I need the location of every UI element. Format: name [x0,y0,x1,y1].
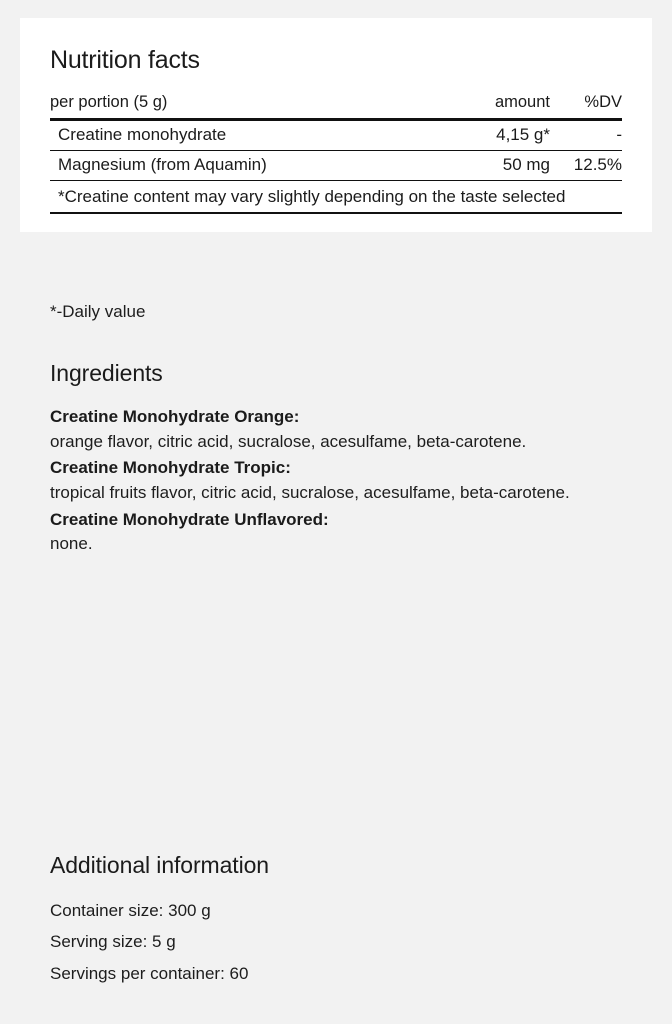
additional-line-container-size: Container size: 300 g [50,901,211,920]
nutrient-amount: 4,15 g* [442,120,560,151]
ingredient-group [50,508,620,557]
nutrition-table-header-row [50,93,622,120]
additional-information-section [50,852,620,989]
nutrition-table-body [50,120,622,214]
daily-value-footnote: *-Daily value [50,302,146,321]
ingredient-group [50,405,620,454]
ingredients-title: Ingredients [50,360,163,386]
nutrition-facts-table [50,93,622,214]
additional-line-serving-size: Serving size: 5 g [50,932,176,952]
nutrient-dv: 12.5% [560,151,622,181]
table-row-note [50,181,622,214]
nutrition-facts-title: Nutrition facts [50,46,200,74]
table-row [50,151,622,181]
ingredient-variant-list: none. [50,534,93,554]
column-header-amount: amount [494,93,550,111]
ingredient-variant-list: orange flavor, citric acid, sucralose, acesulfame, beta-carotene. [50,431,527,451]
ingredient-variant-name: Creatine Monohydrate Orange: [50,407,300,426]
ingredient-variant-name: Creatine Monohydrate Tropic: [50,458,291,478]
nutrition-note: *Creatine content may vary slightly depending on the taste selected [50,181,622,214]
nutrient-dv: - [560,120,622,151]
additional-information-title: Additional information [50,852,269,878]
column-header-dv: %DV [584,93,622,111]
nutrition-facts-card [20,18,652,232]
nutrient-name: Magnesium (from Aquamin) [50,151,442,181]
additional-line-servings-per-container: Servings per container: 60 [50,963,249,983]
column-header-portion: per portion (5 g) [50,93,168,111]
ingredients-section [50,360,620,559]
ingredient-variant-name: Creatine Monohydrate Unflavored: [50,509,329,529]
table-row [50,120,622,151]
nutrition-table-head [50,93,622,120]
nutrient-name: Creatine monohydrate [50,120,442,151]
nutrient-amount: 50 mg [442,151,560,181]
ingredient-variant-list: tropical fruits flavor, citric acid, sucralose, acesulfame, beta-carotene. [50,482,570,502]
ingredient-group [50,456,620,505]
